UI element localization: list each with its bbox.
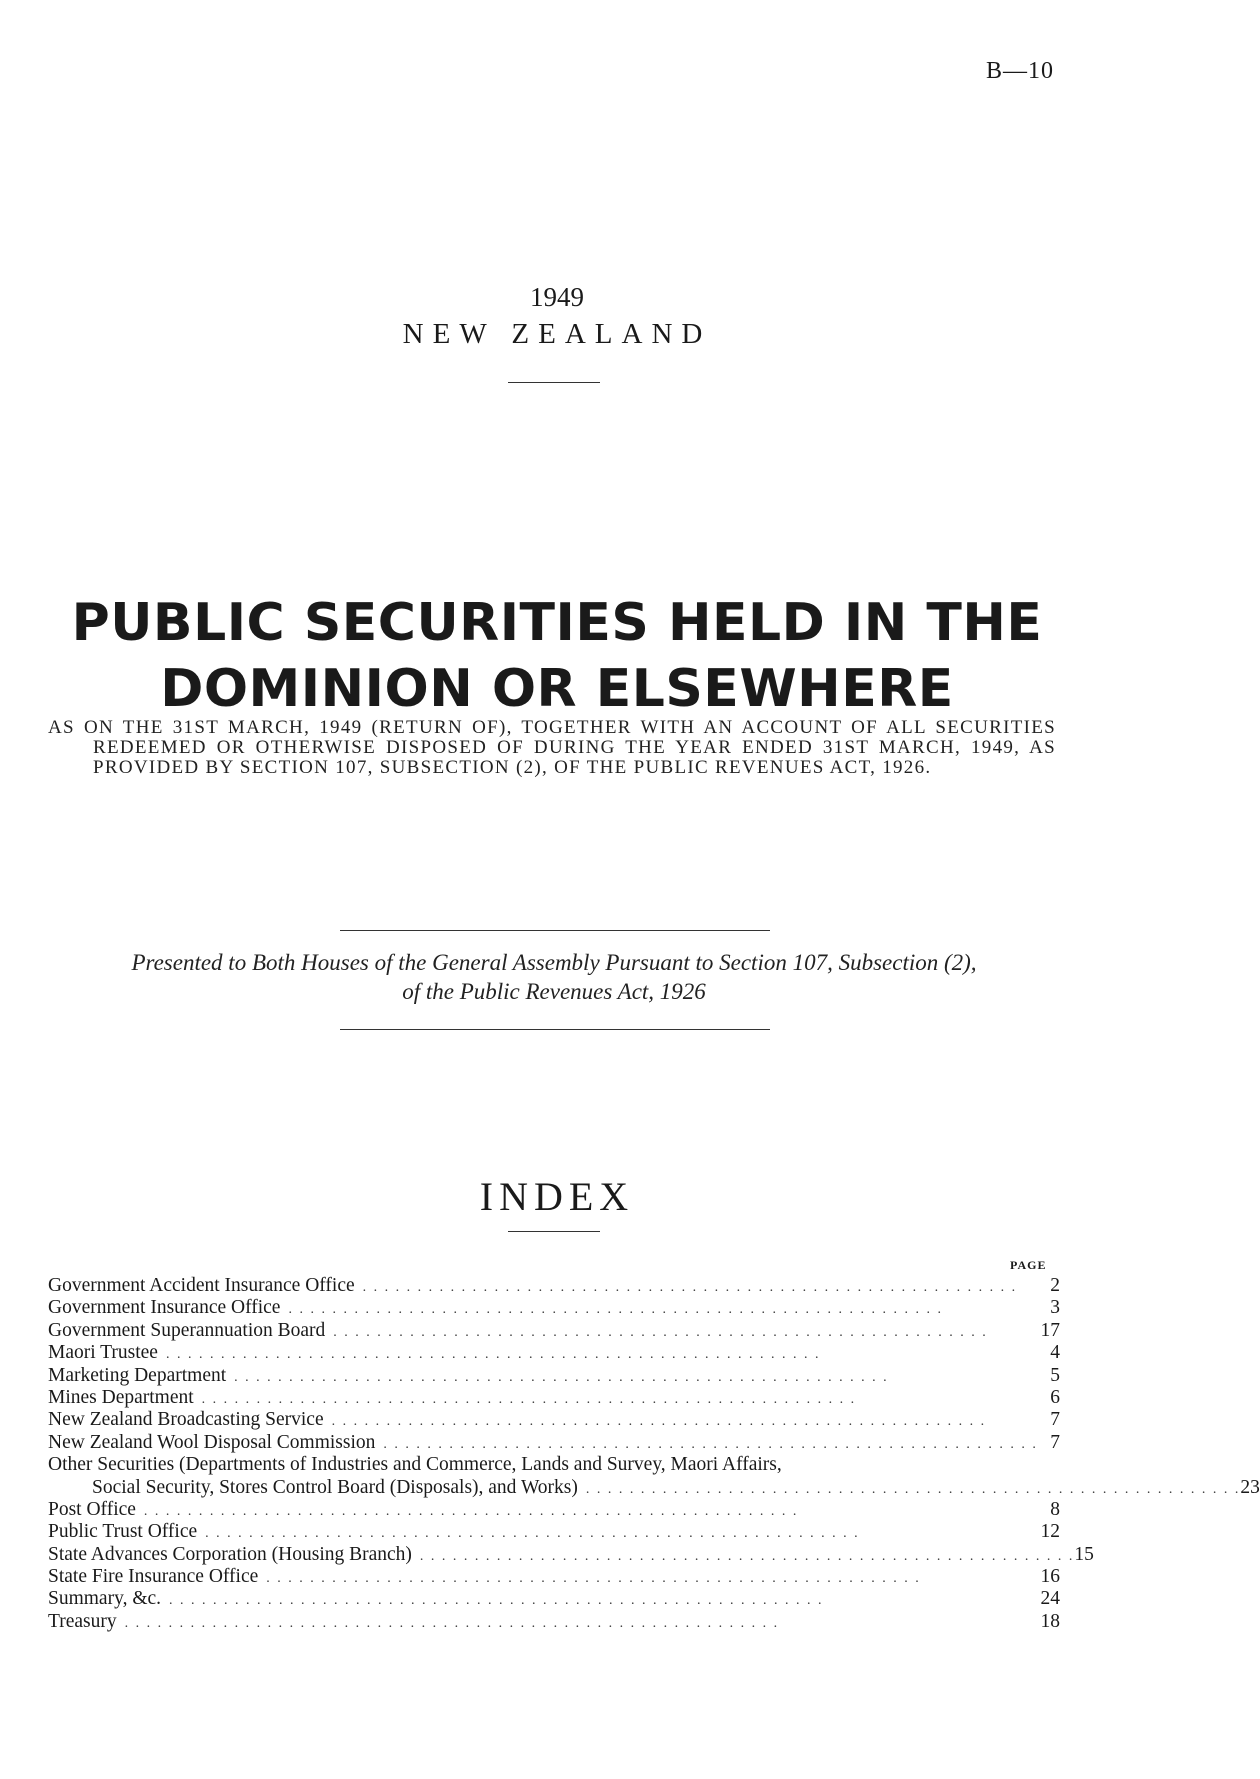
- leader-dots: . . . . . . . . . . . . . . . . . . . . . . . . . . . . . . . . . . . . . . . . . . . . . . . . . . . . . . . . . . . .: [124, 1615, 780, 1631]
- leader-dots: . . . . . . . . . . . . . . . . . . . . . . . . . . . . . . . . . . . . . . . . . . . . . . . . . . . . . . . . . . . .: [585, 1481, 1241, 1497]
- index-entry-page: 15: [1074, 1543, 1094, 1565]
- divider: [340, 1029, 770, 1030]
- index-list: [48, 1275, 1260, 1633]
- leader-dots: . . . . . . . . . . . . . . . . . . . . . . . . . . . . . . . . . . . . . . . . . . . . . . . . . . . . . . . . . . . .: [205, 1526, 860, 1542]
- index-entry-name: Treasury: [48, 1611, 125, 1633]
- index-entry-page: 18: [1040, 1610, 1060, 1632]
- index-entry: [48, 1499, 1060, 1521]
- index-entry: [48, 1432, 1060, 1454]
- index-entry: [48, 1409, 1060, 1431]
- leader-dots: . . . . . . . . . . . . . . . . . . . . . . . . . . . . . . . . . . . . . . . . . . . . . . . . . . . . . . . . . . . .: [234, 1369, 889, 1385]
- index-entry: [48, 1297, 1060, 1319]
- leader-dots: . . . . . . . . . . . . . . . . . . . . . . . . . . . . . . . . . . . . . . . . . . . . . . . . . . . . . . . . . . . .: [288, 1302, 943, 1318]
- divider: [508, 1231, 600, 1232]
- index-entry-name: State Advances Corporation (Housing Branch): [48, 1544, 420, 1566]
- year-heading: 1949: [530, 282, 584, 312]
- index-entry: [48, 1521, 1060, 1543]
- document-reference: B—10: [985, 58, 1054, 84]
- index-entry: [48, 1454, 1060, 1476]
- index-entry-name: Social Security, Stores Control Board (Disposals), and Works): [92, 1477, 586, 1499]
- presentation-note: [48, 948, 1060, 1006]
- index-entry-name: Summary, &c.: [48, 1588, 169, 1610]
- presentation-line-2: of the Public Revenues Act, 1926: [402, 979, 706, 1004]
- index-entry: [48, 1588, 1060, 1610]
- index-entry-name: Other Securities (Departments of Industries and Commerce, Lands and Survey, Maori Affairs,: [48, 1454, 790, 1476]
- index-entry: [48, 1342, 1060, 1364]
- leader-dots: . . . . . . . . . . . . . . . . . . . . . . . . . . . . . . . . . . . . . . . . . . . . . . . . . . . . . . . . . . . .: [266, 1571, 921, 1587]
- leader-dots: . . . . . . . . . . . . . . . . . . . . . . . . . . . . . . . . . . . . . . . . . . . . . . . . . . . . . . . . . . . .: [165, 1347, 821, 1363]
- index-entry-name: Government Accident Insurance Office: [48, 1275, 363, 1297]
- index-entry-page: 16: [1040, 1566, 1060, 1588]
- index-entry-page: 23: [1240, 1476, 1260, 1498]
- index-entry-page: 5: [1050, 1364, 1060, 1386]
- index-entry: [48, 1387, 1060, 1409]
- title-line-2: DOMINION OR ELSEWHERE: [160, 659, 954, 719]
- index-entry: [48, 1566, 1060, 1588]
- leader-dots: . . . . . . . . . . . . . . . . . . . . . . . . . . . . . . . . . . . . . . . . . . . . . . . . . . . . . . . . . . . .: [419, 1548, 1075, 1564]
- page-title: [0, 590, 1114, 722]
- index-entry-page: 24: [1040, 1588, 1060, 1610]
- leader-dots: . . . . . . . . . . . . . . . . . . . . . . . . . . . . . . . . . . . . . . . . . . . . . . . . . . . . . . . . . . . .: [331, 1414, 987, 1430]
- leader-dots: . . . . . . . . . . . . . . . . . . . . . . . . . . . . . . . . . . . . . . . . . . . . . . . . . . . . . . . . . . . .: [333, 1324, 988, 1340]
- index-entry-page: 2: [1050, 1275, 1060, 1296]
- index-entry-name: State Fire Insurance Office: [48, 1566, 266, 1588]
- index-entry-page: 7: [1050, 1409, 1060, 1431]
- index-entry-name: Marketing Department: [48, 1365, 234, 1387]
- index-entry-page: 6: [1050, 1386, 1060, 1408]
- leader-dots: . . . . . . . . . . . . . . . . . . . . . . . . . . . . . . . . . . . . . . . . . . . . . . . . . . . . . . . . . . . .: [169, 1593, 824, 1609]
- index-entry-name: Public Trust Office: [48, 1521, 205, 1543]
- index-entry-name: New Zealand Wool Disposal Commission: [48, 1432, 383, 1454]
- index-entry-page: 8: [1050, 1498, 1060, 1520]
- country-heading: NEW ZEALAND: [402, 318, 712, 350]
- index-entry: [48, 1365, 1060, 1387]
- index-heading: INDEX: [479, 1174, 635, 1219]
- page-column-header: PAGE: [1010, 1258, 1047, 1272]
- index-entry: [48, 1543, 1094, 1566]
- index-entry-page: 17: [1040, 1319, 1060, 1341]
- index-entry-name: Government Insurance Office: [48, 1297, 288, 1319]
- index-entry-name: Government Superannuation Board: [48, 1320, 333, 1342]
- index-entry-name: New Zealand Broadcasting Service: [48, 1409, 332, 1431]
- leader-dots: . . . . . . . . . . . . . . . . . . . . . . . . . . . . . . . . . . . . . . . . . . . . . . . . . . . . . . . . . . . .: [383, 1436, 1038, 1452]
- divider: [340, 930, 770, 931]
- index-entry-name: Mines Department: [48, 1387, 202, 1409]
- leader-dots: . . . . . . . . . . . . . . . . . . . . . . . . . . . . . . . . . . . . . . . . . . . . . . . . . . . . . . . . . . . .: [201, 1391, 857, 1407]
- leader-dots: . . . . . . . . . . . . . . . . . . . . . . . . . . . . . . . . . . . . . . . . . . . . . . . . . . . . . . . . . . . .: [143, 1503, 799, 1519]
- index-entry-name: Post Office: [48, 1499, 144, 1521]
- index-entry-page: 3: [1050, 1297, 1060, 1319]
- subtitle: AS ON THE 31ST MARCH, 1949 (RETURN OF), TOGETHER WITH AN ACCOUNT OF ALL SECURITIES REDEEMED OR OTHERWISE DISPOSED OF DURING THE YEAR ENDED 31ST MARCH, 1949, AS PROVIDED BY SECTION 107, SUBSECTION (2), OF THE PUBLIC REVENUES ACT, 1926.: [48, 717, 1056, 778]
- leader-dots: . . . . . . . . . . . . . . . . . . . . . . . . . . . . . . . . . . . . . . . . . . . . . . . . . . . . . . . . . . . .: [362, 1280, 1018, 1295]
- presentation-line-1: Presented to Both Houses of the General Assembly Pursuant to Section 107, Subsection (2),: [131, 950, 977, 975]
- index-entry: [48, 1275, 1060, 1297]
- index-entry-page: 12: [1040, 1521, 1060, 1543]
- index-entry-page: 4: [1050, 1342, 1060, 1364]
- index-entry: [48, 1611, 1060, 1633]
- index-entry-page: 7: [1050, 1431, 1060, 1453]
- index-entry: [48, 1476, 1260, 1499]
- divider: [508, 382, 600, 383]
- index-entry: [48, 1320, 1060, 1342]
- index-entry-name: Maori Trustee: [48, 1342, 166, 1364]
- title-line-1: PUBLIC SECURITIES HELD IN THE: [71, 593, 1043, 653]
